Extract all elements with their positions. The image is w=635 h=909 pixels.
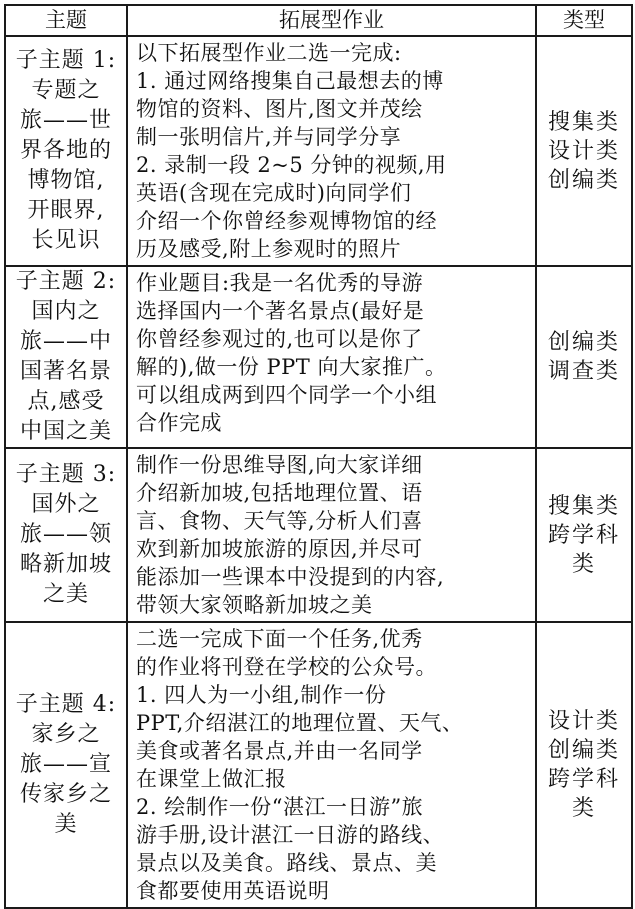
homework-cell xyxy=(127,622,536,908)
homework-cell-line: 介绍一个你曾经参观博物馆的经 xyxy=(136,209,437,233)
topic-cell-line: 国外之 xyxy=(31,492,101,517)
homework-cell-line: 的作业将刊登在学校的公众号。 xyxy=(136,655,437,679)
homework-cell-line: 言、食物、天气等,分析人们喜 xyxy=(136,509,423,533)
header-type: 类型 xyxy=(536,5,632,36)
homework-cell-line: 历及感受,附上参观时的照片 xyxy=(136,237,402,261)
type-cell-line: 设计类 xyxy=(547,709,620,734)
topic-cell-line: 美 xyxy=(54,812,78,837)
topic-cell-line: 旅——中 xyxy=(19,329,112,354)
topic-cell-line: 中国之美 xyxy=(19,419,112,444)
homework-cell-line: 制作一份思维导图,向大家详细 xyxy=(136,453,423,477)
type-cell xyxy=(536,622,632,908)
type-cell-line: 创编类 xyxy=(547,330,620,355)
topic-cell xyxy=(5,622,127,908)
homework-cell-line: 选择国内一个著名景点(最好是 xyxy=(136,299,425,323)
type-cell-line: 跨学科 xyxy=(547,522,620,548)
topic-cell-line: 子主题 4: xyxy=(15,692,117,717)
type-cell-line: 创编类 xyxy=(547,738,620,763)
type-cell-line: 设计类 xyxy=(547,138,620,164)
homework-cell-line: 解的),做一份 PPT 向大家推广。 xyxy=(136,355,447,379)
topic-cell-line: 略新加坡 xyxy=(19,552,112,577)
homework-cell-line: 2. 绘制作一份“湛江一日游”旅 xyxy=(136,795,424,819)
homework-cell-line: 作业题目:我是一名优秀的导游 xyxy=(136,271,424,295)
homework-cell-line: 食都要使用英语说明 xyxy=(136,879,330,903)
topic-cell-line: 家乡之 xyxy=(31,722,101,747)
homework-cell-line: 2. 录制一段 2~5 分钟的视频,用 xyxy=(136,153,447,177)
header-row xyxy=(5,5,632,36)
type-cell xyxy=(536,448,632,622)
header-homework: 拓展型作业 xyxy=(127,5,536,36)
homework-cell-line: 介绍新加坡,包括地理位置、语 xyxy=(136,481,423,505)
topic-cell-line: 长见识 xyxy=(31,228,101,253)
type-cell-line: 跨学科 xyxy=(547,767,620,792)
homework-cell-line: 欢到新加坡旅游的原因,并尽可 xyxy=(136,537,423,561)
type-cell xyxy=(536,36,632,266)
topic-cell-line: 子主题 3: xyxy=(15,462,117,487)
table-row xyxy=(5,622,632,908)
homework-cell-line: 英语(含现在完成时)向同学们 xyxy=(136,181,412,205)
topic-cell-line: 旅——领 xyxy=(19,522,112,547)
topic-cell xyxy=(5,36,127,266)
homework-cell-line: 二选一完成下面一个任务,优秀 xyxy=(136,627,423,651)
topic-cell-line: 博物馆, xyxy=(27,168,105,193)
table-row xyxy=(5,266,632,448)
table-row xyxy=(5,448,632,622)
type-cell-line: 类 xyxy=(571,551,596,577)
topic-cell-line: 旅——世 xyxy=(19,108,112,133)
topic-cell-line: 国内之 xyxy=(31,299,101,324)
topic-cell-line: 子主题 2: xyxy=(15,269,117,294)
topic-cell-line: 点,感受 xyxy=(27,389,105,414)
homework-cell-line: 以下拓展型作业二选一完成: xyxy=(136,41,402,65)
homework-cell xyxy=(127,266,536,448)
topic-cell xyxy=(5,448,127,622)
type-cell-line: 创编类 xyxy=(547,167,620,193)
homework-cell-line: 景点以及美食。路线、景点、美 xyxy=(136,851,437,875)
homework-cell-line: 1. 四人为一小组,制作一份 xyxy=(136,683,387,707)
homework-cell-line: 1. 通过网络搜集自己最想去的博 xyxy=(136,69,444,93)
homework-cell-line: 合作完成 xyxy=(136,411,222,435)
table-row xyxy=(5,36,632,266)
homework-cell-line: PPT,介绍湛江的地理位置、天气、 xyxy=(136,711,464,735)
topic-cell xyxy=(5,266,127,448)
homework-cell-line: 美食或著名景点,并由一名同学 xyxy=(136,739,423,763)
homework-cell-line: 制一张明信片,并与同学分享 xyxy=(136,125,402,149)
topic-cell-line: 旅——宣 xyxy=(19,752,112,777)
type-cell-line: 搜集类 xyxy=(547,493,620,519)
type-cell-line: 搜集类 xyxy=(547,109,620,135)
header-topic: 主题 xyxy=(5,5,127,36)
homework-cell-line: 游手册,设计湛江一日游的路线、 xyxy=(136,823,445,847)
homework-table xyxy=(4,4,633,909)
topic-cell-line: 专题之 xyxy=(31,78,101,103)
type-cell-line: 调查类 xyxy=(547,359,620,384)
homework-cell-line: 能添加一些课本中没提到的内容, xyxy=(136,565,445,589)
homework-cell-line: 带领大家领略新加坡之美 xyxy=(136,593,373,617)
type-cell xyxy=(536,266,632,448)
homework-cell xyxy=(127,448,536,622)
topic-cell-line: 之美 xyxy=(42,582,89,607)
topic-cell-line: 界各地的 xyxy=(19,138,112,163)
homework-cell-line: 你曾经参观过的,也可以是你了 xyxy=(136,327,423,351)
homework-cell-line: 物馆的资料、图片,图文并茂绘 xyxy=(136,97,423,121)
type-cell-line: 类 xyxy=(571,796,596,821)
topic-cell-line: 子主题 1: xyxy=(15,48,117,73)
homework-cell-line: 在课堂上做汇报 xyxy=(136,767,287,791)
homework-cell-line: 可以组成两到四个同学一个小组 xyxy=(136,383,437,407)
topic-cell-line: 开眼界, xyxy=(27,198,105,223)
homework-cell xyxy=(127,36,536,266)
topic-cell-line: 传家乡之 xyxy=(19,782,112,807)
topic-cell-line: 国著名景 xyxy=(19,359,112,384)
